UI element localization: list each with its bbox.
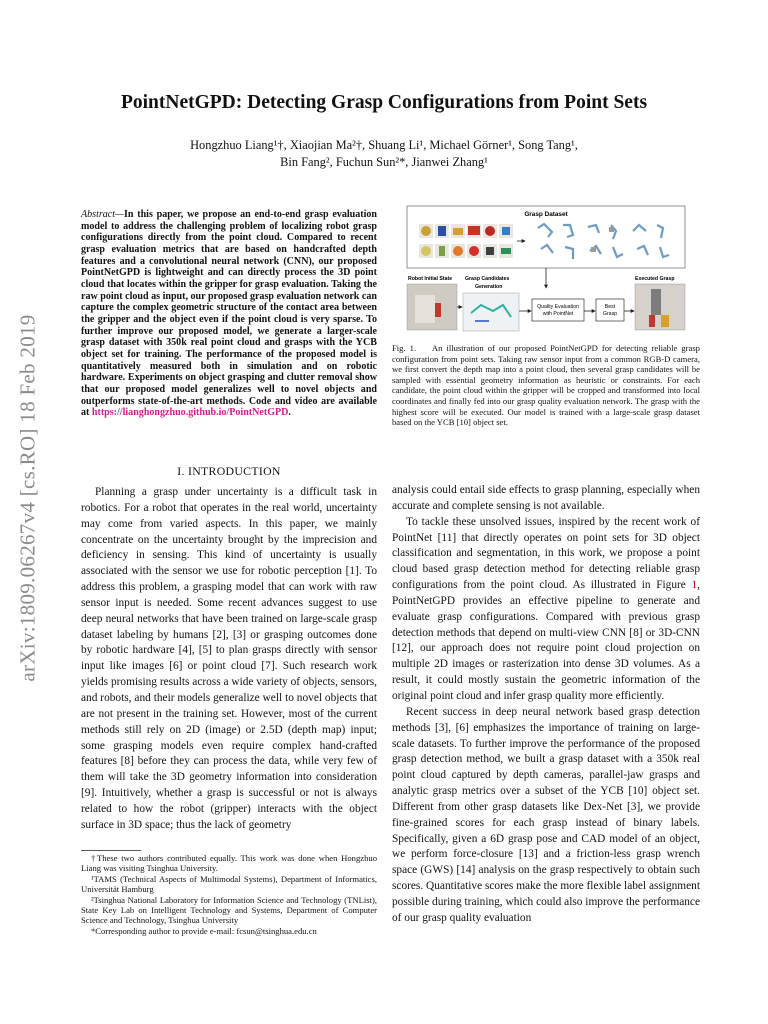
footnote-3: ²Tsinghua National Laboratory for Information Science and Technology (TNList), State Key Lab on Intelligent Technology and Systems, Department of Computer Science and Technology, Tsinghua University [81, 894, 377, 926]
author-list [90, 137, 678, 171]
footnote-1: †These two authors contributed equally. This work was done when Hongzhuo Liang was visiting Tsinghua University. [81, 853, 377, 874]
abstract-text: In this paper, we propose an end-to-end grasp evaluation model to address the challenging problem of localizing robot grasp configurations directly from the point cloud. Compared to recent grasp evaluation metrics that are based on handcrafted depth features and a convolutional neural network (CNN), our proposed PointNetGPD is lightweight and can directly process the 3D point cloud that locates within the gripper for grasp evaluation. Taking the raw point cloud as input, our proposed grasp evaluation network can capture the complex geometric structure of the contact area between the gripper and the object even if the point cloud is very sparse. To further improve our proposed model, we generate a larger-scale grasp dataset with 350k real point cloud and grasps with the YCB object set for training. The performance of the proposed model is quantitatively measured both in simulation and on robotic hardware. Experiments on object grasping and clutter removal show that our proposed model generalizes well to novel objects and outperforms state-of-the-art methods. Code and video are available at [81, 209, 377, 419]
abstract: Abstract—In this paper, we propose an end-to-end grasp evaluation model to address the challenging problem of localizing robot grasp configurations directly from the point cloud. Compared to recent grasp evaluation metrics that are based on handcrafted depth features and a convolutional neural network (CNN), our proposed PointNetGPD is lightweight and can directly process the 3D point cloud that locates within the gripper for grasp evaluation. Taking the raw point cloud as input, our proposed grasp evaluation network can capture the complex geometric structure of the contact area between the gripper and the object even if the point cloud is very sparse. To further improve our proposed model, we generate a larger-scale grasp dataset with 350k real point cloud and grasps with the YCB object set for training. The performance of the proposed model is quantitatively measured both in simulation and on robotic hardware. Experiments on object grasping and clutter removal show that our proposed model generalizes well to novel objects and outperforms state-of-the-art methods. Code and video are available at https://lianghongzhuo.github.io/PointNetGPD. [81, 209, 377, 419]
figure-ref-link[interactable]: 1 [691, 579, 698, 592]
pipeline-diagram [405, 203, 688, 333]
executed-label: Executed Grasp [635, 276, 675, 282]
section-heading-text: I. INTRODUCTION [177, 464, 281, 478]
section-heading-introduction [81, 464, 377, 479]
footnote-rule [81, 850, 141, 851]
footnotes [81, 853, 377, 936]
right-paragraph-1: analysis could entail side effects to grasp planning, especially when accurate and complete sensing is not available. [392, 484, 700, 512]
figure-1 [405, 203, 688, 333]
right-column-body [392, 483, 700, 927]
caption-text: An illustration of our proposed PointNetGPD for detecting reliable grasp configuration from point sets. Taking raw sensor input from a common RGB-D camera, we first convert the depth map into a point cloud, then several grasp candidates will be sampled with essential geometry information as heuristic or constraints. For each candidate, the point cloud within the gripper will be cropped and transformed into local coordinates and finally fed into our grasp quality evaluation network. The grasp with the highest score will be executed. Our model is trained with a large-scale grasp dataset based on the YCB [10] object set. [392, 343, 700, 428]
candidates-label: Grasp Candidates Generation [465, 276, 510, 290]
best-box-label: Best Grasp [602, 304, 618, 317]
arxiv-id-text: arXiv:1809.06267v4 [cs.RO] 18 Feb 2019 [15, 314, 40, 682]
right-paragraph-3: Recent success in deep neural network based grasp detection methods [3], [6] emphasizes the importance of training on large-scale datasets. To further improve the performance of the proposed grasp detection method, we built a grasp dataset with a 350k real point cloud captured by depth cameras, parallel-jaw grasps and analytic grasp metrics over a subset of the YCB [10] object set. Different from other grasp datasets like Dex-Net [3], we provide fine-grained scores for each grasp instead of binary labels. Specifically, given a 6D grasp pose and CAD model of an object, we perform force-closure [13] and a friction-less grasp wrench space (GWS) [14] analysis on the grasp respectively to obtain such scores. Quantitative scores make the more flexible label assignment possible during training, which could also improve the performance of our grasp quality evaluation [392, 705, 700, 924]
quality-evaluation-box [532, 299, 584, 321]
footnote-2: ¹TAMS (Technical Aspects of Multimodal Systems), Department of Informatics, Universität Hamburg [81, 873, 377, 895]
project-link[interactable]: https://lianghongzhuo.github.io/PointNetGPD [91, 407, 289, 419]
right-paragraph-2: To tackle these unsolved issues, inspired by the recent work of PointNet [11] that directly operates on point sets for 3D object classification and segmentation, in this work, we propose a point cloud based grasp detection method for detecting reliable grasp configurations from the point cloud. As illustrated in Figure 1, PointNetGPD provides an effective pipeline to generate and evaluate grasp configurations. Compared with previous grasp detection methods that depend on multi-view CNN [8] or 3D-CNN [12], our approach does not require point cloud projection on multiple 2D images or rasterization into dense 3D volumes. As a result, it could mostly sustain the geometric information of the original point cloud and infer grasp quality more efficiently. [392, 515, 700, 702]
caption-label: Fig. 1. [392, 343, 417, 353]
abstract-label: Abstract— [81, 209, 124, 220]
dataset-label: Grasp Dataset [524, 211, 568, 218]
left-column-body [81, 485, 377, 834]
paper-title: PointNetGPD: Detecting Grasp Configurations from Point Sets [120, 92, 648, 113]
author-line-1: Hongzhuo Liang¹†, Xiaojian Ma²†, Shuang Li¹, Michael Görner¹, Song Tang¹, [190, 138, 578, 152]
footnote-4: *Corresponding author to provide e-mail: fcsun@tsinghua.edu.cn [91, 925, 317, 936]
robot-initial-label: Robot Initial State [408, 276, 453, 282]
quality-box-label: Quality Evaluation with PointNet [537, 304, 579, 317]
figure-1-caption [392, 343, 700, 428]
intro-paragraph-1: Planning a grasp under uncertainty is a difficult task in robotics. For a robot that operates in the real world, uncertainty may come from varied aspects. In this paper, we mainly concentrate on the uncertainty brought by the imprecision and deficiency in sensing. This kind of uncertainty is usually associated with the sensor we use for robotic perception [1]. To address this problem, a grasping model that can work with raw sensor input is needed. Some recent advances suggest to use deep neural networks that have been trained on large-scale grasp dataset labeling by humans [2], [3] or grasping outcomes done by robotic hardware [4], [5] to plan grasps directly with sensor input like images [6] or point cloud [7]. Such research work yields promising results across a wide variety of objects, sensors, and robots, and their models generalize well to novel objects that are not present in the training set. However, most of the current methods still rely on 2D (image) or 2.5D (depth map) input; some grasping models even require complex hand-crafted features [8] before they can process the data, while very few of them will take the 3D geometry information into consideration [9]. Intuitively, whether a grasp is successful or not is always related to how the robot (gripper) interacts with the object surface in 3D space; thus the lack of geometry [81, 486, 377, 831]
author-line-2: Bin Fang², Fuchun Sun²*, Jianwei Zhang¹ [280, 155, 488, 169]
best-grasp-box [596, 299, 624, 321]
arxiv-sidebar-id [6, 268, 50, 728]
